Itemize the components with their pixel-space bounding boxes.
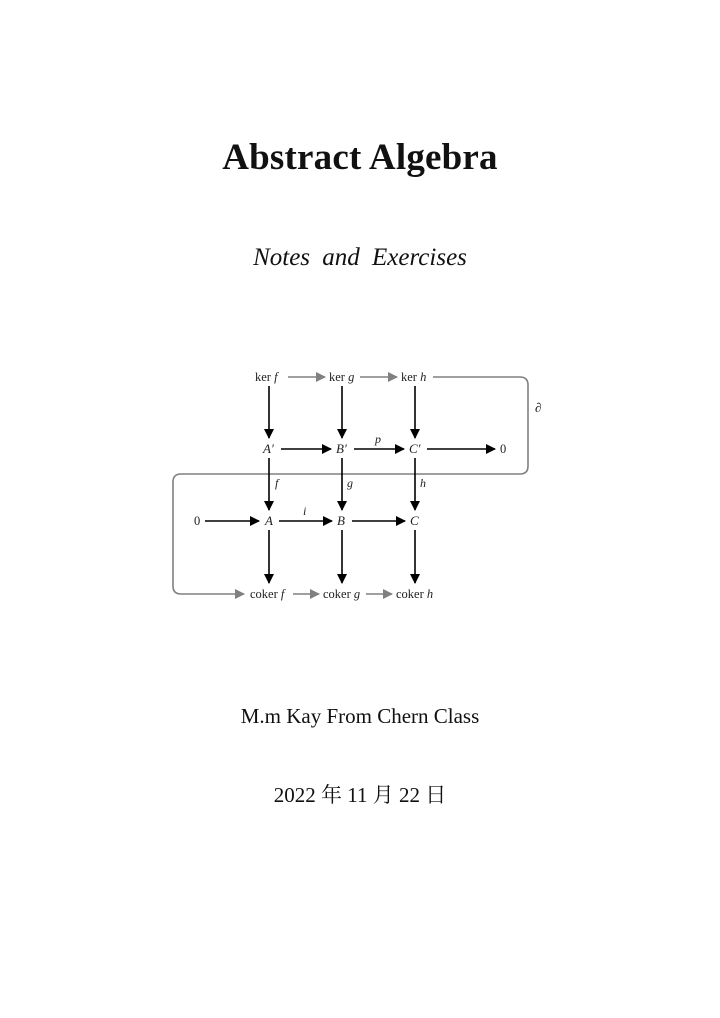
- node-ker-g: ker g: [329, 370, 355, 384]
- node-A-prime: A′: [263, 441, 274, 456]
- node-coker-h: coker h: [396, 587, 434, 601]
- node-coker-f: coker f: [250, 587, 285, 601]
- node-zero-left: 0: [194, 514, 201, 528]
- node-A: A: [265, 513, 273, 528]
- node-C-prime: C′: [409, 441, 421, 456]
- document-title: Abstract Algebra: [222, 137, 498, 178]
- node-ker-h: ker h: [401, 370, 427, 384]
- label-i: i: [303, 504, 307, 518]
- label-g: g: [347, 476, 353, 490]
- node-B-prime: B′: [336, 441, 347, 456]
- document-subtitle: Notes and Exercises: [253, 244, 467, 271]
- label-p: p: [375, 432, 381, 446]
- node-C: C: [410, 513, 419, 528]
- connecting-morphism-path: [173, 377, 528, 594]
- document-date: 2022 年 11 月 22 日: [273, 783, 447, 807]
- label-h: h: [420, 476, 426, 490]
- node-ker-f: ker f: [255, 370, 278, 384]
- node-zero-right: 0: [500, 442, 507, 456]
- node-B: B: [337, 513, 345, 528]
- label-f: f: [275, 476, 279, 490]
- node-coker-g: coker g: [323, 587, 361, 601]
- label-partial: ∂: [535, 400, 542, 415]
- document-author: M.m Kay From Chern Class: [240, 704, 480, 728]
